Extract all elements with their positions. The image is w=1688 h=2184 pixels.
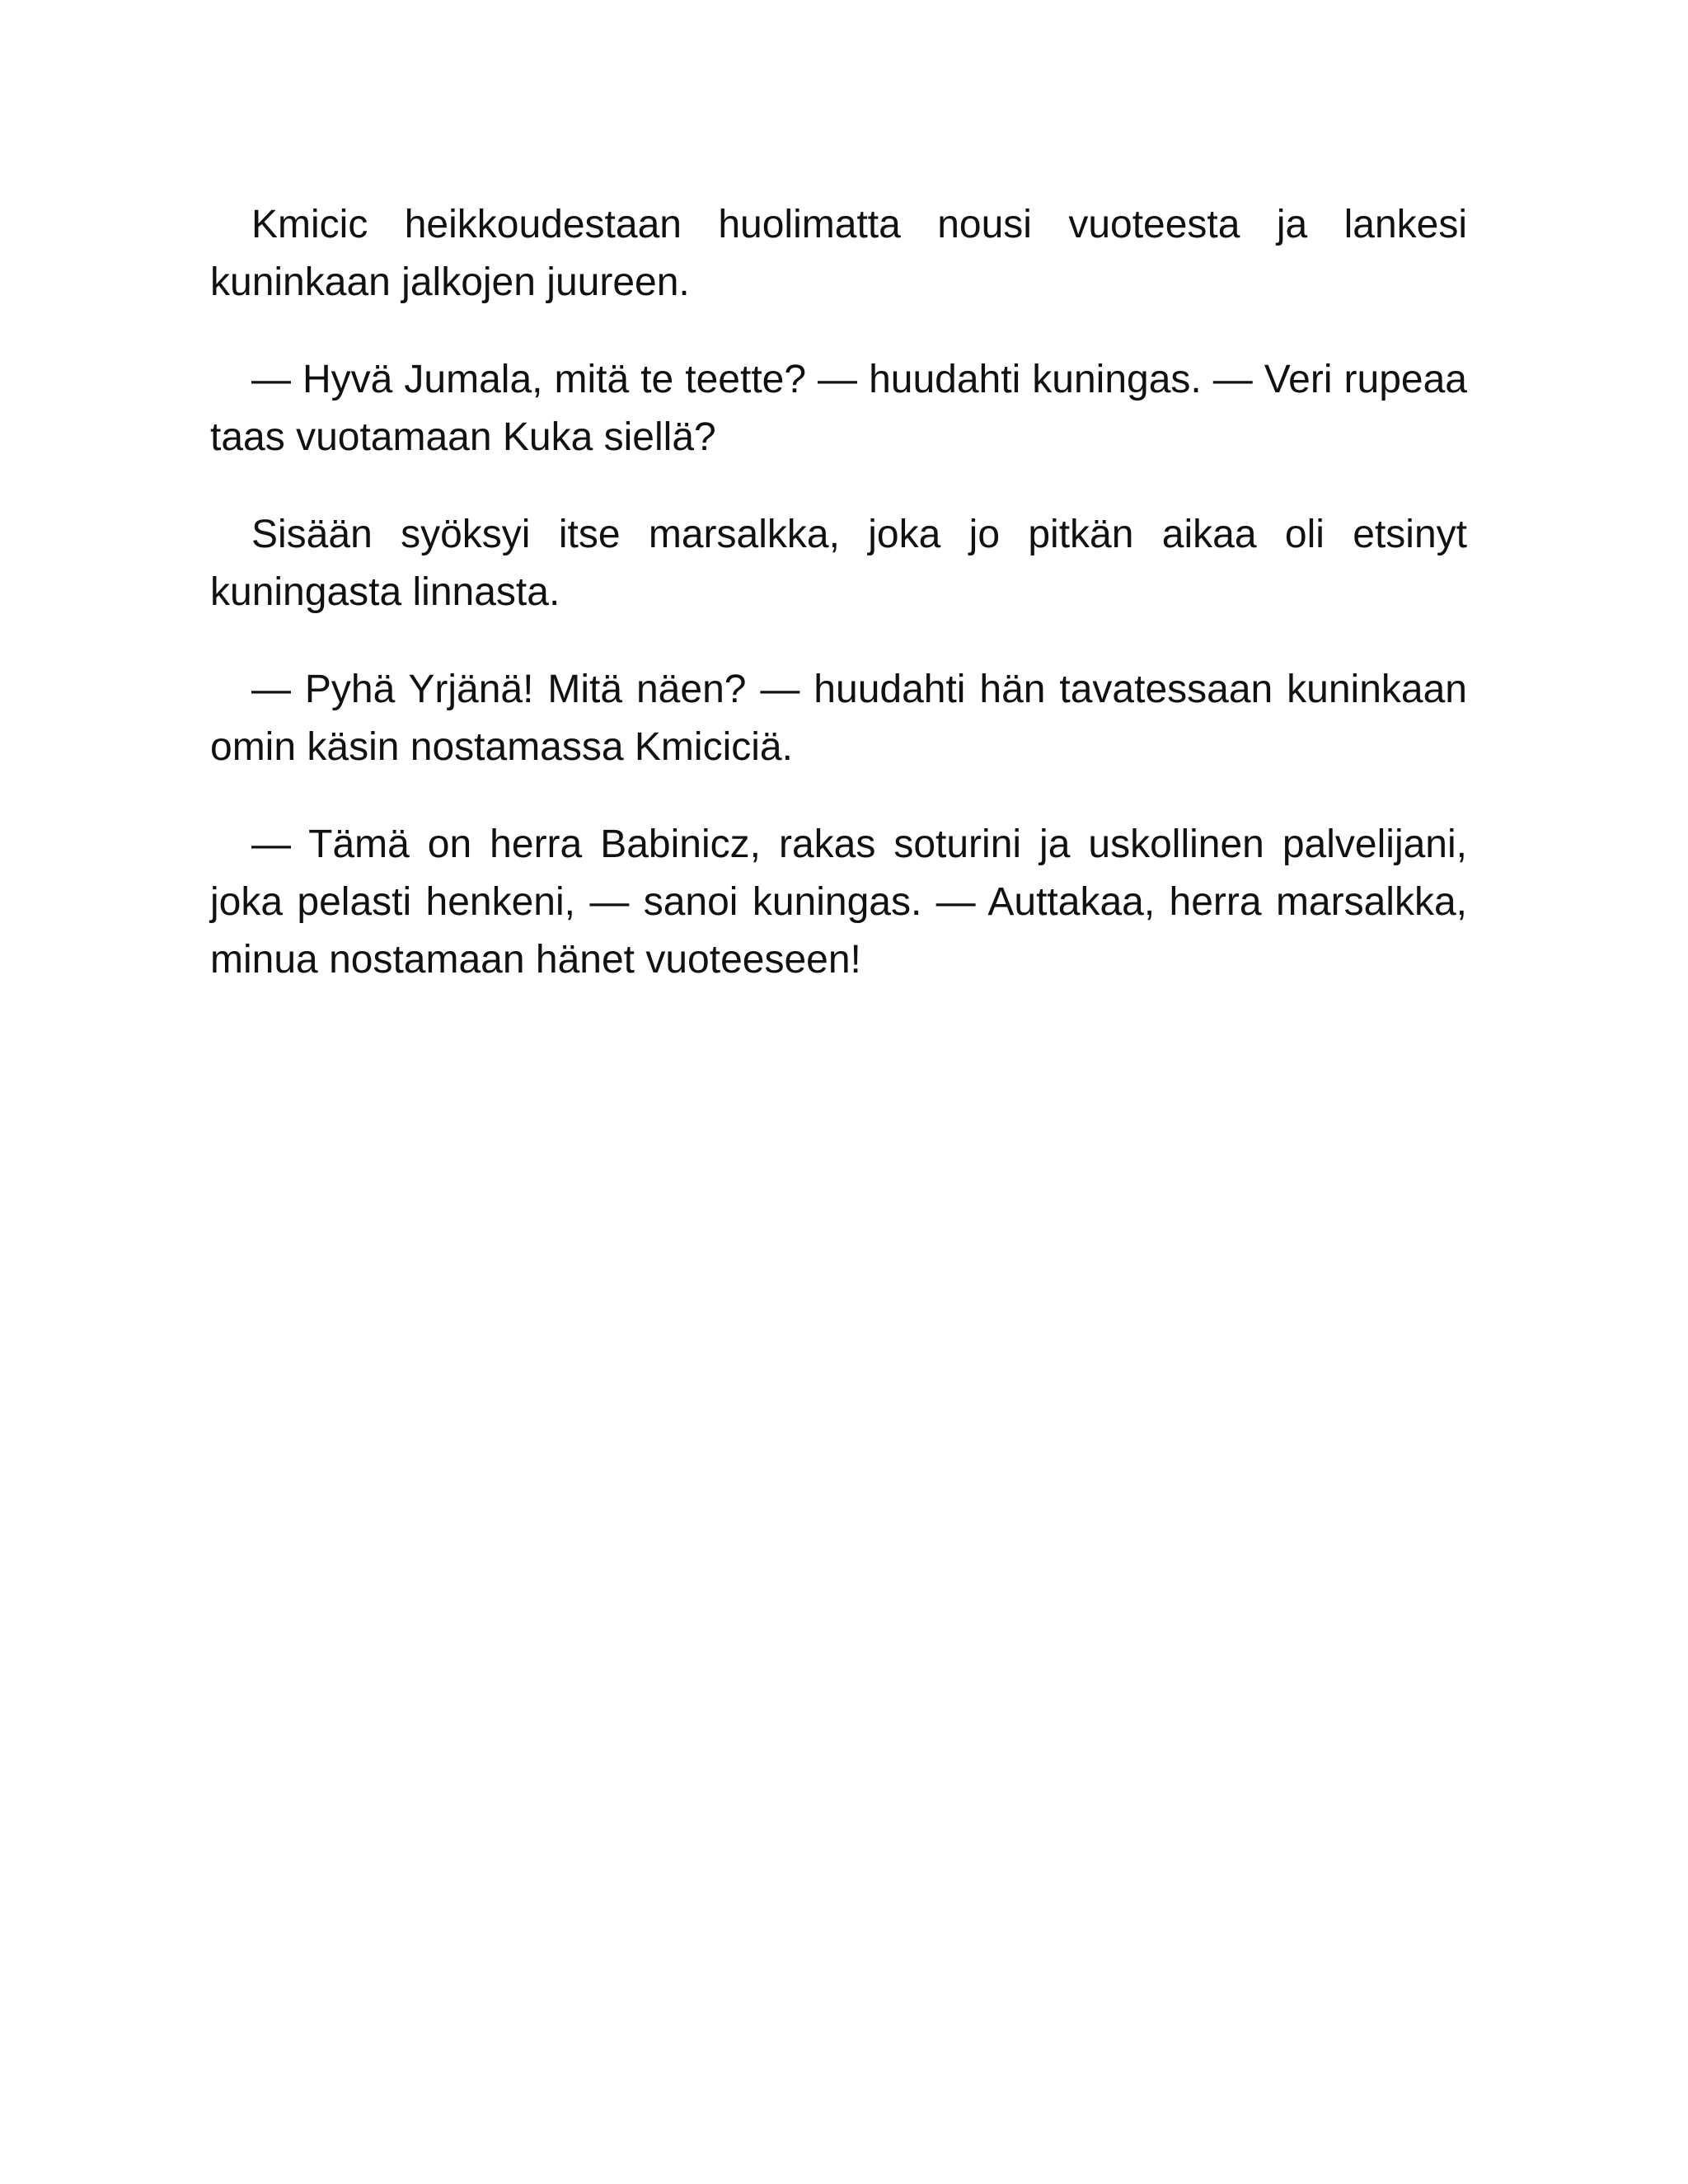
body-text (210, 196, 1467, 1029)
paragraph-5: — Tämä on herra Babinicz, rakas soturini ja uskollinen palvelijani, joka pelasti henkeni, — sanoi kuningas. — Auttakaa, herra marsalkka, minua nostamaan hänet vuoteeseen! (210, 823, 1467, 982)
paragraph-3: Sisään syöksyi itse marsalkka, joka jo pitkän aikaa oli etsinyt kuningasta linnasta. (210, 513, 1467, 614)
paragraph-4: — Pyhä Yrjänä! Mitä näen? — huudahti hän tavatessaan kuninkaan omin käsin nostamassa Kmiciciä. (210, 668, 1467, 769)
paragraph-1: Kmicic heikkoudestaan huolimatta nousi vuoteesta ja lankesi kuninkaan jalkojen juureen. (210, 203, 1467, 304)
paragraph-2: — Hyvä Jumala, mitä te teette? — huudahti kuningas. — Veri rupeaa taas vuotamaan Kuka siellä? (210, 358, 1467, 459)
